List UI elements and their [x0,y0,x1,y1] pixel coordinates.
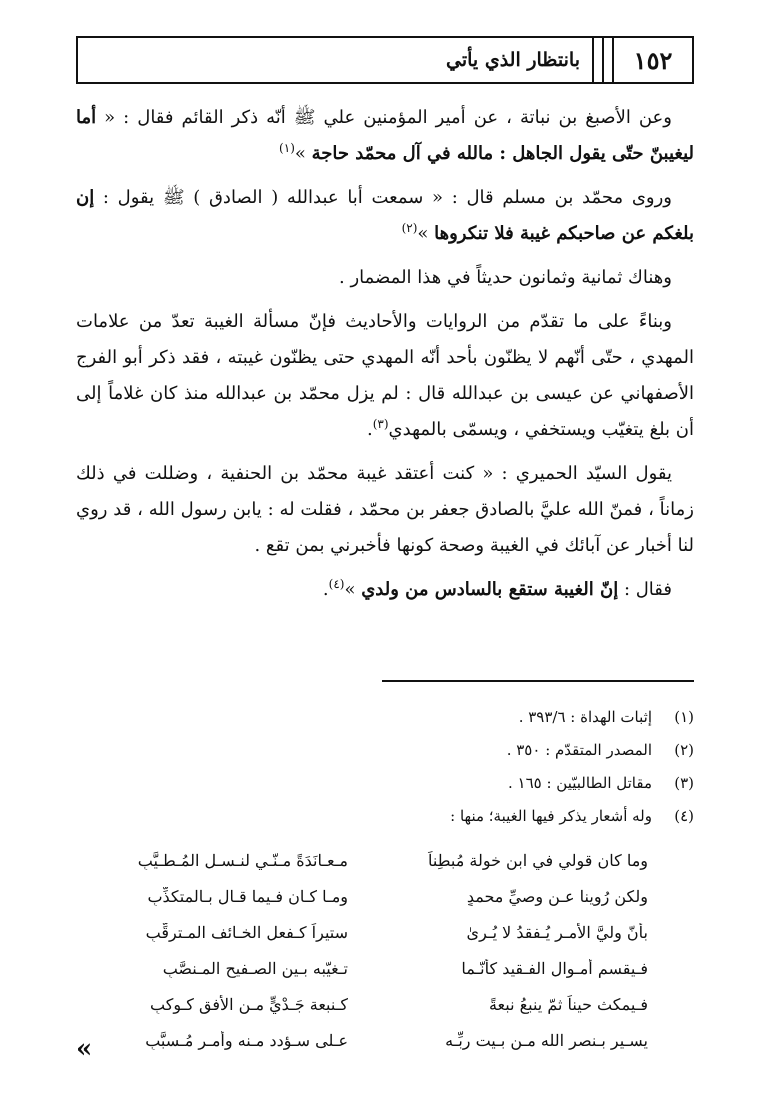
quote-bold: إن بلغكم عن صاحبكم غيبة فلا تنكروها [76,187,694,244]
footnote-text: المصدر المتقدّم : ٣٥٠ . [506,740,652,759]
hemistich-first: ولكن رُوينا عـن وصيِّ محمدٍ [466,886,648,906]
hemistich-second: كـنبعة جَـدْيٍّ مـن الأُفق كـوكبِ [150,994,348,1014]
footnote-number: (١) [674,707,694,726]
poem [76,842,694,1058]
hemistich-second: مـعـانَدَةً مـنّـي لنـسـلِ المُـطـيَّبِ [137,850,348,870]
footnote [76,733,694,766]
footnote-ref: (٣) [372,417,389,431]
hemistich-first: يسـير بـنصر الله مـن بـيت ربِّـه [445,1030,648,1050]
quote-bold: إنّ الغيبة ستقع بالسادس من ولدي [361,579,619,600]
hemistich-second: عـلى سـؤدد مـنه وأمـرٍ مُـسبَّبِ [145,1030,348,1050]
hemistich-first: فـيمكث حيناً ثمّ ينبعُ نبعةً [488,994,648,1014]
paragraph: وروى محمّد بن مسلم قال : « سمعت أبا عبدالله ( الصادق ) ﷺ يقول : إن بلغكم عن صاحبكم غيبة فلا تنكروها »$^{(٢)}$ [76,187,694,244]
main-text [76,100,694,616]
hemistich-second: ومـا كـان فـيما قـال بـالمتكذِّبِ [147,886,348,906]
footnote-text: مقاتل الطالبيّين : ١٦٥ . [508,773,652,792]
hemistich-first: وما كان قولي في ابن خولة مُبطِناً [428,850,648,870]
footnote-ref: (٢) [401,221,418,235]
page-header [76,36,694,84]
footnote [76,766,694,799]
footnote-text: وله أشعار يذكر فيها الغيبة؛ منها : [450,806,652,825]
running-title: بانتظار الذي يأتي [446,49,580,71]
hemistich-second: ستيراً كـفعل الخـائف المـترقِّبِ [145,922,348,942]
header-divider [612,38,614,82]
poem-verse [76,1022,694,1058]
header-divider [602,38,604,82]
paragraph: فقال : إنّ الغيبة ستقع بالسادس من ولدي »$^{(٤)}$. [322,577,672,600]
poem-verse [76,878,694,914]
footnote-ref: (١) [279,141,295,155]
footnote-number: (٢) [674,740,694,759]
paragraph: وبناءً على ما تقدّم من الروايات والأحاديث فإنّ مسألة الغيبة تعدّ من علامات المهدي ، حتّى أنّهم لا يظنّون بأحد أنّه المهدي حتى يظنّون غيبته ، فقد ذكر أبو الفرج الأصفهاني عن عيسى بن عبدالله قال : لم يزل محمّد بن عبدالله منذ كان غلاماً إلى أن بلغ يتغيّب ويستخفي ، ويسمّى بالمهدي$^{(٣)}$. [76,311,694,440]
paragraph: وعن الأصبغ بن نباتة ، عن أمير المؤمنين علي ﷺ أنّه ذكر القائم فقال : « أما ليغيبنّ حتّى يقول الجاهل : مالله في آل محمّد حاجة »$^{(١)}$ [76,107,694,164]
footnote-text: إثبات الهداة : ٣٩٣/٦ . [518,707,652,726]
continuation-mark: « [76,1034,93,1064]
footnote [76,700,694,733]
footnote-ref: (٤) [328,577,345,591]
poem-verse [76,986,694,1022]
quote-bold: أما ليغيبنّ حتّى يقول الجاهل : مالله في آل محمّد حاجة [76,107,694,164]
footnote-separator [382,680,694,682]
footnotes [76,700,694,832]
paragraph: وهناك ثمانية وثمانون حديثاً في هذا المضمار . [339,267,672,288]
footnote [76,799,694,832]
page-number: ١٥٢ [633,45,673,75]
hemistich-second: تـغيّبه بـين الصـفيح المـنصَّبِ [162,958,348,978]
footnote-number: (٣) [674,773,694,792]
poem-verse [76,914,694,950]
footnote-number: (٤) [674,806,694,825]
hemistich-first: بأنّ وليَّ الأمـر يُـفقدُ لا يُـرىٰ [466,922,648,942]
poem-verse [76,842,694,878]
poem-verse [76,950,694,986]
hemistich-first: فـيقسم أمـوال الفـقيد كأنّـما [461,958,648,978]
paragraph: يقول السيّد الحميري : « كنت أعتقد غيبة محمّد بن الحنفية ، وضللت في ذلك زماناً ، فمنّ الله عليَّ بالصادق جعفر بن محمّد ، فقلت له : يابن رسول الله ، قد روي لنا أخبار عن آبائك في الغيبة وصحة كونها فأخبرني بمن تقع . [76,463,694,556]
header-divider [592,38,594,82]
